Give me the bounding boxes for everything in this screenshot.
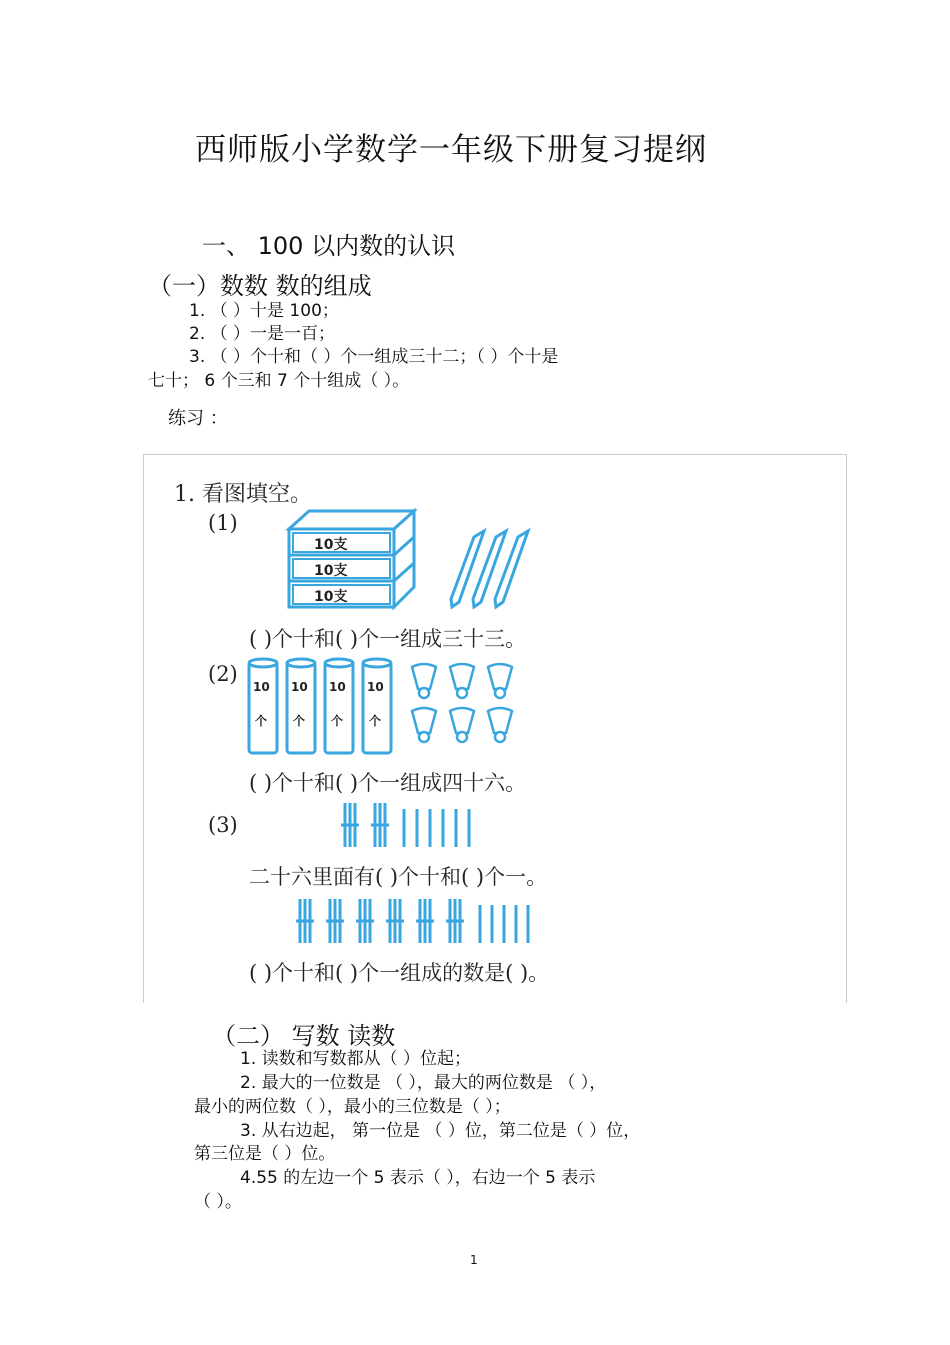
tube-label-unit: 个 [255, 714, 268, 728]
shuttlecock-icon [488, 708, 512, 742]
tube-icon [363, 659, 391, 753]
part-3-label: (3) [208, 813, 238, 837]
tube-icon [287, 659, 315, 753]
tube-label-unit: 个 [331, 714, 344, 728]
question-2-4: 4.55 的左边一个 5 表示（ ），右边一个 5 表示 [240, 1168, 596, 1188]
pencil-boxes-illustration [284, 507, 544, 617]
question-3-cont: 七十； 6 个三和 7 个十组成（ ）。 [148, 371, 410, 391]
part-3-line-a: 二十六里面有( )个十和( )个一。 [249, 865, 548, 889]
question-2-3-cont: 第三位是（ ）位。 [194, 1144, 336, 1164]
document-title: 西师版小学数学一年级下册复习提纲 [195, 132, 707, 168]
page-number: 1 [470, 1253, 478, 1267]
part-3-line-b: ( )个十和( )个一组成的数是( )。 [249, 961, 550, 985]
subsection-heading: （一）数数 数的组成 [148, 272, 372, 300]
stick-bundle-icon [326, 899, 344, 943]
tube-label-unit: 个 [293, 714, 306, 728]
tube-icon [249, 659, 277, 753]
stick-bundle-icon [386, 899, 404, 943]
shuttlecock-icon [488, 664, 512, 698]
exercise-figure [143, 454, 847, 1003]
tubes-shuttlecocks-illustration [244, 655, 544, 760]
question-2: 2. （ ）一是一百； [189, 324, 336, 344]
stick-bundle-icon [341, 803, 359, 847]
figure-heading: 1. 看图填空。 [174, 482, 312, 507]
question-2-2-cont: 最小的两位数（ ），最小的三位数是（ ）； [194, 1097, 511, 1117]
sticks-bundle-illustration-2 [294, 895, 554, 947]
shuttlecock-icon [450, 664, 474, 698]
shuttlecock-icon [412, 664, 436, 698]
question-1: 1. （ ）十是 100； [189, 301, 339, 321]
subsection-2-heading: （二） 写数 读数 [212, 1022, 396, 1050]
part-2-line: ( )个十和( )个一组成四十六。 [249, 771, 527, 795]
tube-label-num: 10 [253, 680, 270, 694]
stick-bundle-icon [371, 803, 389, 847]
tube-label-unit: 个 [369, 714, 382, 728]
question-2-1: 1. 读数和写数都从（ ）位起； [240, 1049, 472, 1069]
question-2-2: 2. 最大的一位数是 （ ），最大的两位数是 （ ）， [240, 1073, 607, 1093]
question-2-4-cont: （ ）。 [194, 1192, 242, 1212]
box-label-2: 10支 [314, 563, 348, 579]
tube-label-num: 10 [291, 680, 308, 694]
box-label-3: 10支 [314, 589, 348, 605]
question-3: 3. （ ）个十和（ ）个一组成三十二；（ ）个十是 [189, 347, 559, 367]
practice-label: 练习 ： [168, 408, 228, 429]
sticks-bundle-illustration-1 [339, 799, 489, 851]
tube-label-num: 10 [367, 680, 384, 694]
stick-bundle-icon [446, 899, 464, 943]
tube-label-num: 10 [329, 680, 346, 694]
pencils-icon [451, 531, 528, 607]
section-heading: 一、 100 以内数的认识 [202, 232, 456, 260]
question-2-3: 3. 从右边起， 第一位是 （ ）位，第二位是（ ）位， [240, 1121, 641, 1141]
stick-bundle-icon [416, 899, 434, 943]
shuttlecock-icon [412, 708, 436, 742]
box-label-1: 10支 [314, 537, 348, 553]
part-1-line: ( )个十和( )个一组成三十三。 [249, 627, 527, 651]
stick-bundle-icon [296, 899, 314, 943]
part-1-label: (1) [208, 511, 238, 535]
part-2-label: (2) [208, 662, 238, 686]
shuttlecock-icon [450, 708, 474, 742]
stick-bundle-icon [356, 899, 374, 943]
tube-icon [325, 659, 353, 753]
